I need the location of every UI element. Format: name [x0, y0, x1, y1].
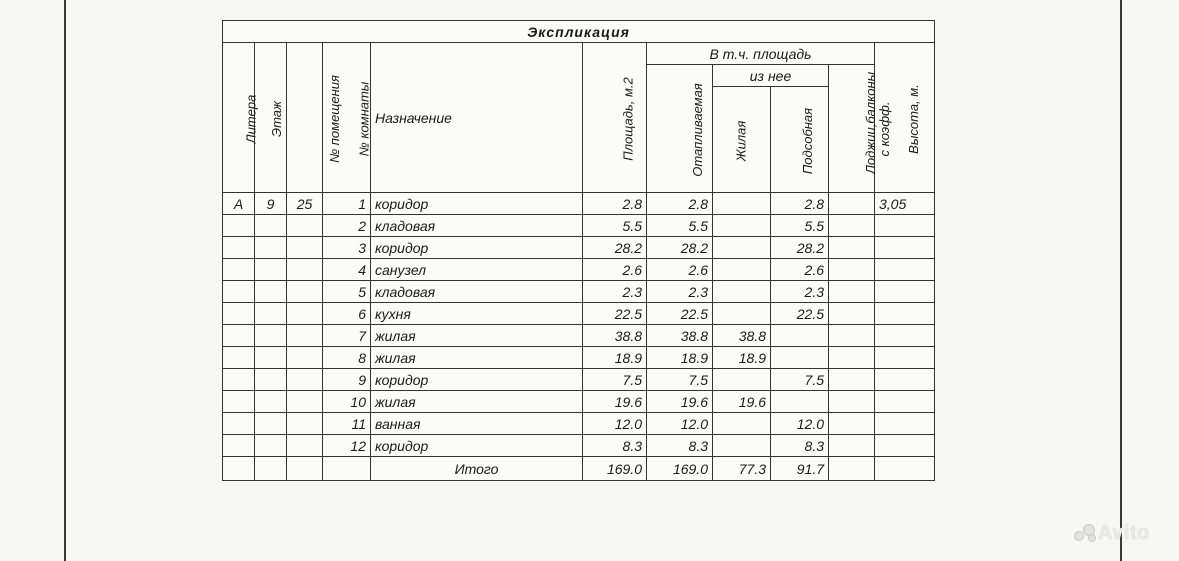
explication-sheet: [222, 20, 934, 481]
cell-room: 2: [323, 215, 371, 237]
cell-lodzhii: [829, 259, 875, 281]
cell-living: [713, 369, 771, 391]
cell-pomeshchenie: [287, 347, 323, 369]
cell-room: 6: [323, 303, 371, 325]
table-row: [223, 347, 935, 369]
cell-vysota: [875, 237, 935, 259]
table-row: [223, 237, 935, 259]
page-edge-left: [64, 0, 66, 561]
table-row: [223, 281, 935, 303]
cell-aux: 22.5: [771, 303, 829, 325]
cell-vysota: [875, 391, 935, 413]
cell-area: 7.5: [583, 369, 647, 391]
cell-heated: 28.2: [647, 237, 713, 259]
total-empty: [287, 457, 323, 481]
header-zhilaya: Жилая: [713, 87, 771, 193]
cell-pomeshchenie: [287, 215, 323, 237]
cell-name: коридор: [371, 193, 583, 215]
cell-living: [713, 303, 771, 325]
cell-aux: 28.2: [771, 237, 829, 259]
cell-heated: 18.9: [647, 347, 713, 369]
cell-vysota: [875, 215, 935, 237]
cell-room: 11: [323, 413, 371, 435]
table-row: [223, 435, 935, 457]
total-empty: [875, 457, 935, 481]
cell-litera: [223, 391, 255, 413]
avito-text: Avito: [1098, 522, 1150, 544]
cell-lodzhii: [829, 325, 875, 347]
cell-lodzhii: [829, 369, 875, 391]
cell-name: коридор: [371, 369, 583, 391]
header-etazh: Этаж: [255, 43, 287, 193]
cell-heated: 7.5: [647, 369, 713, 391]
cell-etazh: [255, 303, 287, 325]
cell-litera: [223, 215, 255, 237]
table-row: [223, 325, 935, 347]
cell-lodzhii: [829, 215, 875, 237]
total-row: [223, 457, 935, 481]
cell-pomeshchenie: [287, 303, 323, 325]
cell-heated: 22.5: [647, 303, 713, 325]
cell-pomeshchenie: [287, 413, 323, 435]
cell-name: кухня: [371, 303, 583, 325]
cell-heated: 2.8: [647, 193, 713, 215]
cell-etazh: [255, 215, 287, 237]
cell-area: 19.6: [583, 391, 647, 413]
header-v-t-ch: В т.ч. площадь: [647, 43, 875, 65]
header-podsobnaya: Подсобная: [771, 87, 829, 193]
cell-area: 5.5: [583, 215, 647, 237]
cell-aux: 5.5: [771, 215, 829, 237]
rows-body: [223, 193, 935, 457]
cell-litera: [223, 281, 255, 303]
cell-area: 2.3: [583, 281, 647, 303]
cell-vysota: [875, 281, 935, 303]
cell-pomeshchenie: [287, 391, 323, 413]
cell-litera: [223, 303, 255, 325]
cell-vysota: [875, 325, 935, 347]
cell-room: 4: [323, 259, 371, 281]
cell-aux: 2.6: [771, 259, 829, 281]
cell-heated: 8.3: [647, 435, 713, 457]
cell-lodzhii: [829, 435, 875, 457]
cell-name: жилая: [371, 325, 583, 347]
cell-living: 38.8: [713, 325, 771, 347]
cell-etazh: [255, 259, 287, 281]
cell-room: 1: [323, 193, 371, 215]
table-row: [223, 369, 935, 391]
cell-living: [713, 413, 771, 435]
header-vysota: Высота, м.: [875, 43, 935, 193]
cell-heated: 5.5: [647, 215, 713, 237]
total-empty: [223, 457, 255, 481]
cell-lodzhii: [829, 413, 875, 435]
cell-lodzhii: [829, 347, 875, 369]
header-lodzhii: Лоджии,балконы с коэфф.: [829, 65, 875, 193]
table-row: [223, 413, 935, 435]
total-living: 77.3: [713, 457, 771, 481]
cell-pomeshchenie: [287, 281, 323, 303]
cell-etazh: [255, 435, 287, 457]
cell-room: 7: [323, 325, 371, 347]
cell-vysota: [875, 413, 935, 435]
avito-logo-icon: [1074, 523, 1098, 541]
cell-living: [713, 215, 771, 237]
cell-vysota: [875, 369, 935, 391]
total-empty: [255, 457, 287, 481]
cell-area: 2.8: [583, 193, 647, 215]
cell-heated: 2.6: [647, 259, 713, 281]
cell-living: 18.9: [713, 347, 771, 369]
cell-vysota: [875, 347, 935, 369]
cell-pomeshchenie: [287, 369, 323, 391]
cell-name: коридор: [371, 435, 583, 457]
cell-aux: [771, 391, 829, 413]
cell-living: 19.6: [713, 391, 771, 413]
cell-area: 18.9: [583, 347, 647, 369]
total-label: Итого: [371, 457, 583, 481]
cell-lodzhii: [829, 237, 875, 259]
cell-living: [713, 435, 771, 457]
cell-heated: 12.0: [647, 413, 713, 435]
cell-litera: [223, 325, 255, 347]
cell-room: 8: [323, 347, 371, 369]
cell-aux: 12.0: [771, 413, 829, 435]
table-title: Экспликация: [223, 21, 935, 43]
cell-etazh: [255, 237, 287, 259]
header-komnaty: № комнаты: [323, 43, 371, 193]
avito-watermark: [1074, 522, 1150, 545]
cell-aux: 2.3: [771, 281, 829, 303]
cell-litera: [223, 435, 255, 457]
cell-litera: [223, 259, 255, 281]
cell-area: 28.2: [583, 237, 647, 259]
cell-litera: [223, 413, 255, 435]
cell-area: 22.5: [583, 303, 647, 325]
cell-name: жилая: [371, 347, 583, 369]
cell-litera: [223, 237, 255, 259]
cell-etazh: [255, 413, 287, 435]
cell-etazh: [255, 347, 287, 369]
cell-vysota: [875, 259, 935, 281]
total-area: 169.0: [583, 457, 647, 481]
cell-area: 12.0: [583, 413, 647, 435]
cell-etazh: [255, 281, 287, 303]
cell-litera: [223, 347, 255, 369]
cell-heated: 2.3: [647, 281, 713, 303]
cell-heated: 38.8: [647, 325, 713, 347]
cell-area: 38.8: [583, 325, 647, 347]
cell-area: 2.6: [583, 259, 647, 281]
cell-living: [713, 259, 771, 281]
page-edge-right: [1120, 0, 1122, 561]
cell-aux: 2.8: [771, 193, 829, 215]
cell-aux: 8.3: [771, 435, 829, 457]
cell-litera: А: [223, 193, 255, 215]
cell-living: [713, 237, 771, 259]
cell-area: 8.3: [583, 435, 647, 457]
total-aux: 91.7: [771, 457, 829, 481]
cell-name: ванная: [371, 413, 583, 435]
cell-name: кладовая: [371, 281, 583, 303]
table-row: [223, 303, 935, 325]
cell-room: 3: [323, 237, 371, 259]
cell-name: жилая: [371, 391, 583, 413]
cell-room: 12: [323, 435, 371, 457]
header-otaplivaemaya: Отапливаемая: [647, 65, 713, 193]
cell-living: [713, 281, 771, 303]
header-pomeshchenie: № помещения: [287, 43, 323, 193]
cell-etazh: [255, 325, 287, 347]
cell-name: кладовая: [371, 215, 583, 237]
cell-aux: 7.5: [771, 369, 829, 391]
total-empty: [323, 457, 371, 481]
cell-name: коридор: [371, 237, 583, 259]
cell-etazh: [255, 369, 287, 391]
table-row: [223, 193, 935, 215]
cell-vysota: [875, 303, 935, 325]
header-litera: Литера: [223, 43, 255, 193]
cell-pomeshchenie: 25: [287, 193, 323, 215]
explication-table: [222, 20, 935, 481]
cell-room: 10: [323, 391, 371, 413]
header-iz-nee: из нее: [713, 65, 829, 87]
total-empty: [829, 457, 875, 481]
cell-etazh: [255, 391, 287, 413]
cell-etazh: 9: [255, 193, 287, 215]
cell-room: 5: [323, 281, 371, 303]
cell-lodzhii: [829, 281, 875, 303]
cell-pomeshchenie: [287, 259, 323, 281]
cell-pomeshchenie: [287, 237, 323, 259]
cell-vysota: 3,05: [875, 193, 935, 215]
table-row: [223, 391, 935, 413]
cell-living: [713, 193, 771, 215]
cell-pomeshchenie: [287, 435, 323, 457]
cell-lodzhii: [829, 391, 875, 413]
cell-aux: [771, 347, 829, 369]
cell-vysota: [875, 435, 935, 457]
total-heated: 169.0: [647, 457, 713, 481]
table-row: [223, 215, 935, 237]
cell-aux: [771, 325, 829, 347]
cell-name: санузел: [371, 259, 583, 281]
table-row: [223, 259, 935, 281]
cell-room: 9: [323, 369, 371, 391]
header-ploshchad: Площадь, м.2: [583, 43, 647, 193]
cell-lodzhii: [829, 193, 875, 215]
cell-lodzhii: [829, 303, 875, 325]
cell-pomeshchenie: [287, 325, 323, 347]
header-naznachenie: Назначение: [371, 43, 583, 193]
cell-litera: [223, 369, 255, 391]
cell-heated: 19.6: [647, 391, 713, 413]
